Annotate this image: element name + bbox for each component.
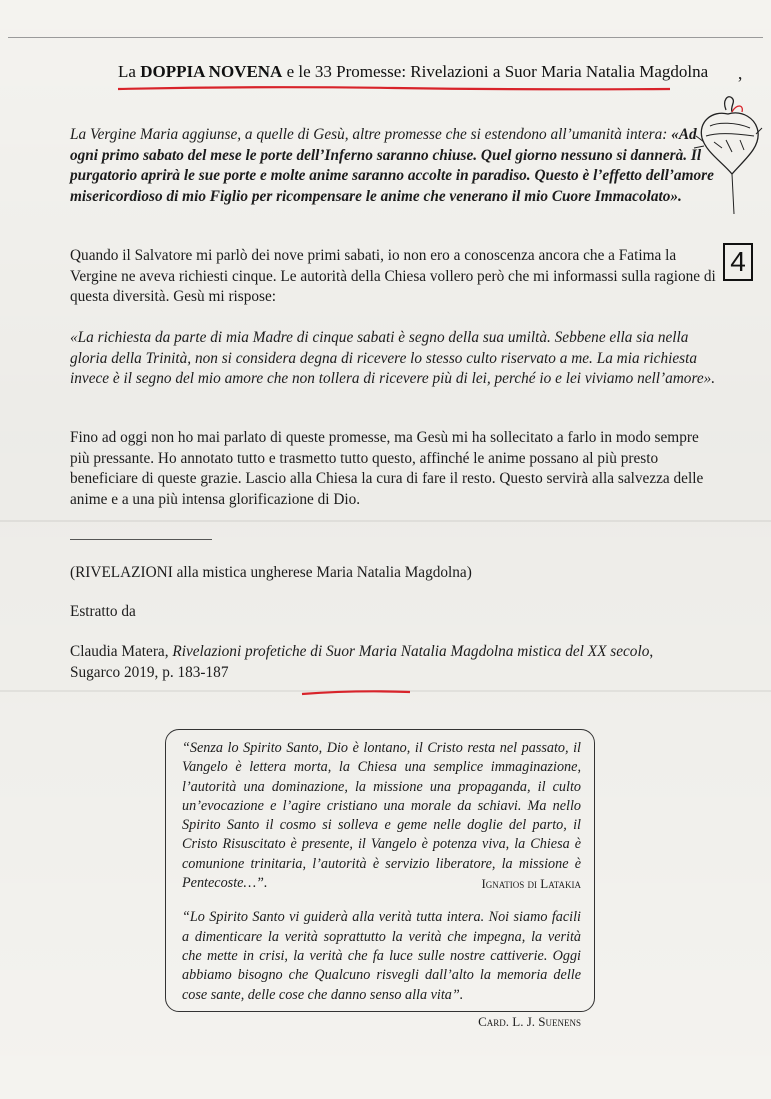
- title-red-underline: [116, 84, 672, 94]
- badge-number: 4: [730, 246, 746, 277]
- quotes-box: [165, 729, 595, 1029]
- quote-suenens: [182, 908, 581, 1031]
- quote-author: Card. L. J. Suenens: [478, 1013, 581, 1029]
- citation-publisher: , Sugarco 2019, p. 183-187: [70, 643, 654, 681]
- handwritten-mark: ’: [737, 73, 743, 93]
- paragraph-marian-promises: [70, 125, 718, 207]
- quote-author: Ignatios di Latakia: [481, 876, 581, 892]
- red-dash-mark: [300, 688, 412, 698]
- revelations-note: (RIVELAZIONI alla mistica ungherese Maria Natalia Magdolna): [70, 564, 472, 581]
- book-citation: [70, 642, 670, 683]
- quote-text: “Senza lo Spirito Santo, Dio è lontano, il Cristo resta nel passato, il Vangelo è lettera morta, la Chiesa una semplice immaginazione, l’autorità una dominazione, la missione una propaganda, il culto un’evocazione e l’agire cristiano una morale da schiavi. Ma nello Spirito Santo il cosmo si solleva e geme nelle doglie del parto, il Cristo Risuscitato è presente, il Vangelo è potenza viva, la Chiesa è comunione trinitaria, l’autorità è servizio liberatore, la missione è Pentecoste…”.: [182, 740, 581, 892]
- header-rule: [8, 37, 763, 38]
- title-suffix: e le 33 Promesse: Rivelazioni a Suor Maria Natalia Magdolna: [282, 62, 709, 81]
- paragraph-jesus-answer: «La richiesta da parte di mia Madre di cinque sabati è segno della sua umiltà. Sebbene ella sia nella gloria della Trinità, non si considera degna di ricevere lo stesso culto riservato a me. La mia richiesta invece è il segno del mio amore che non tollera di ricevere più di lei, perché io e lei viviamo nell’amore».: [70, 329, 716, 387]
- section-divider: [70, 539, 212, 540]
- title-bold: DOPPIA NOVENA: [140, 62, 283, 81]
- quote-text: “Lo Spirito Santo vi guiderà alla verità tutta intera. Noi siamo facili a dimenticare la verità soprattutto la verità che impegna, la verità che mette in crisi, la verità che fa luce sulle nostre cattiverie. Oggi abbiamo bisogno che Qualcuno risvegli dall’alto la memoria delle cose sante, delle cose che danno senso alla vita”.: [182, 909, 581, 1003]
- page-fold: [0, 520, 771, 522]
- citation-book-title: Rivelazioni profetiche di Suor Maria Natalia Magdolna mistica del XX secolo: [172, 643, 650, 660]
- paragraph-bold-quote: «Ad ogni primo sabato del mese le porte dell’Inferno saranno chiuse. Quel giorno nessuno si dannerà. Il purgatorio aprirà le sue porte e molte anime saranno accolte in paradiso. Questo è l’effetto dell’amore misericordioso di mio Figlio per ricompensare le anime che venerano il mio Cuore Immacolato».: [70, 126, 714, 205]
- quote-ignatios: [182, 739, 581, 893]
- citation-author: Claudia Matera,: [70, 643, 173, 660]
- paragraph-conclusion: Fino ad oggi non ho mai parlato di queste promesse, ma Gesù mi ha sollecitato a farlo in modo sempre più pressante. Ho annotato tutto e trasmetto tutto questo, affinché le anime possano al più presto beneficiare di queste grazie. Lascio alla Chiesa la cura di fare il resto. Questo servirà alla salvezza delle anime e a una più intensa glorificazione di Dio.: [70, 429, 704, 508]
- paragraph-intro: La Vergine Maria aggiunse, a quelle di Gesù, altre promesse che si estendono all’umanità intera:: [70, 126, 672, 143]
- paragraph-saviour: Quando il Salvatore mi parlò dei nove primi sabati, io non ero a conoscenza ancora che a Fatima la Vergine ne aveva richiesti cinque. Le autorità della Chiesa vollero però che mi informassi sulla ragione di questa diversità. Gesù mi rispose:: [70, 247, 716, 305]
- page-title: [118, 62, 708, 82]
- extract-label: Estratto da: [70, 603, 136, 620]
- title-prefix: La: [118, 62, 141, 81]
- page-number-badge: [723, 243, 753, 281]
